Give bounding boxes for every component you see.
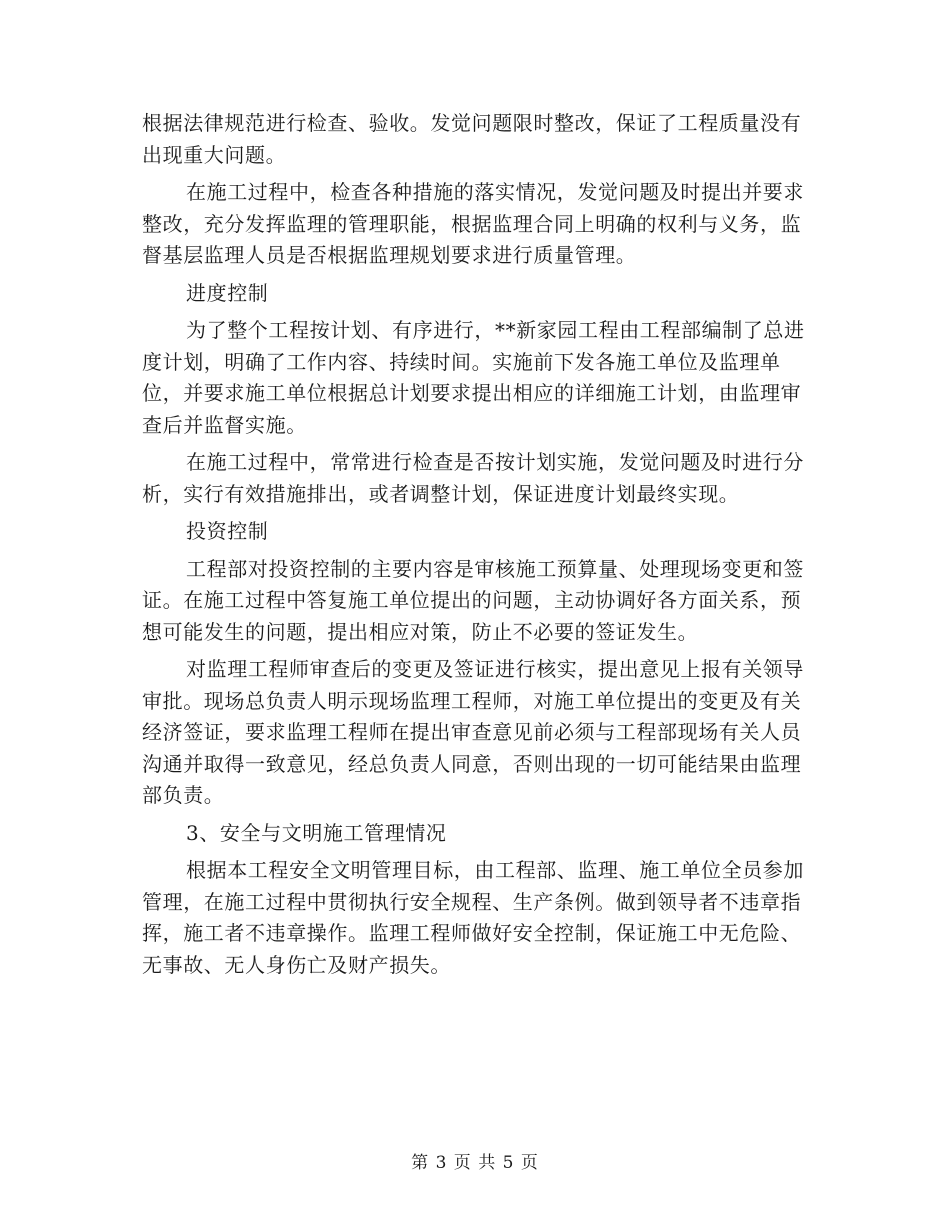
paragraph-5: 工程部对投资控制的主要内容是审核施工预算量、处理现场变更和签证。在施工过程中答复施工单位提出的问题，主动协调好各方面关系，预想可能发生的问题，提出相应对策，防止不必要的签证发生。 — [142, 556, 804, 644]
page-footer: 第 3 页 共 5 页 — [411, 1153, 539, 1173]
paragraph-3: 为了整个工程按计划、有序进行，**新家园工程由工程部编制了总进度计划，明确了工作内容、持续时间。实施前下发各施工单位及监理单位，并要求施工单位根据总计划要求提出相应的详细施工计划，由监理审查后并监督实施。 — [142, 318, 805, 437]
paragraph-4: 在施工过程中，常常进行检查是否按计划实施，发觉问题及时进行分析，实行有效措施排出，或者调整计划，保证进度计划最终实现。 — [142, 450, 804, 506]
paragraph-2: 在施工过程中，检查各种措施的落实情况，发觉问题及时提出并要求整改，充分发挥监理的管理职能，根据监理合同上明确的权利与义务，监督基层监理人员是否根据监理规划要求进行质量管理。 — [142, 180, 804, 267]
section-heading-schedule-control: 进度控制 — [186, 280, 269, 305]
paragraph-1: 根据法律规范进行检查、验收。发觉问题限时整改，保证了工程质量没有出现重大问题。 — [142, 111, 802, 167]
section-heading-investment-control: 投资控制 — [186, 519, 269, 543]
paragraph-6: 对监理工程师审查后的变更及签证进行核实，提出意见上报有关领导审批。现场总负责人明示现场监理工程师，对施工单位提出的变更及有关经济签证，要求监理工程师在提出审查意见前必须与工程部现场有关人员沟通并取得一致意见，经总负责人同意，否则出现的一切可能结果由监理部负责。 — [142, 657, 804, 807]
paragraph-7: 根据本工程安全文明管理目标，由工程部、监理、施工单位全员参加管理，在施工过程中贯彻执行安全规程、生产条例。做到领导者不违章指挥，施工者不违章操作。监理工程师做好安全控制，保证施工中无危险、无事故、无人身伤亡及财产损失。 — [142, 858, 804, 977]
document-body — [142, 108, 810, 981]
section-heading-safety: 3、安全与文明施工管理情况 — [186, 820, 447, 845]
